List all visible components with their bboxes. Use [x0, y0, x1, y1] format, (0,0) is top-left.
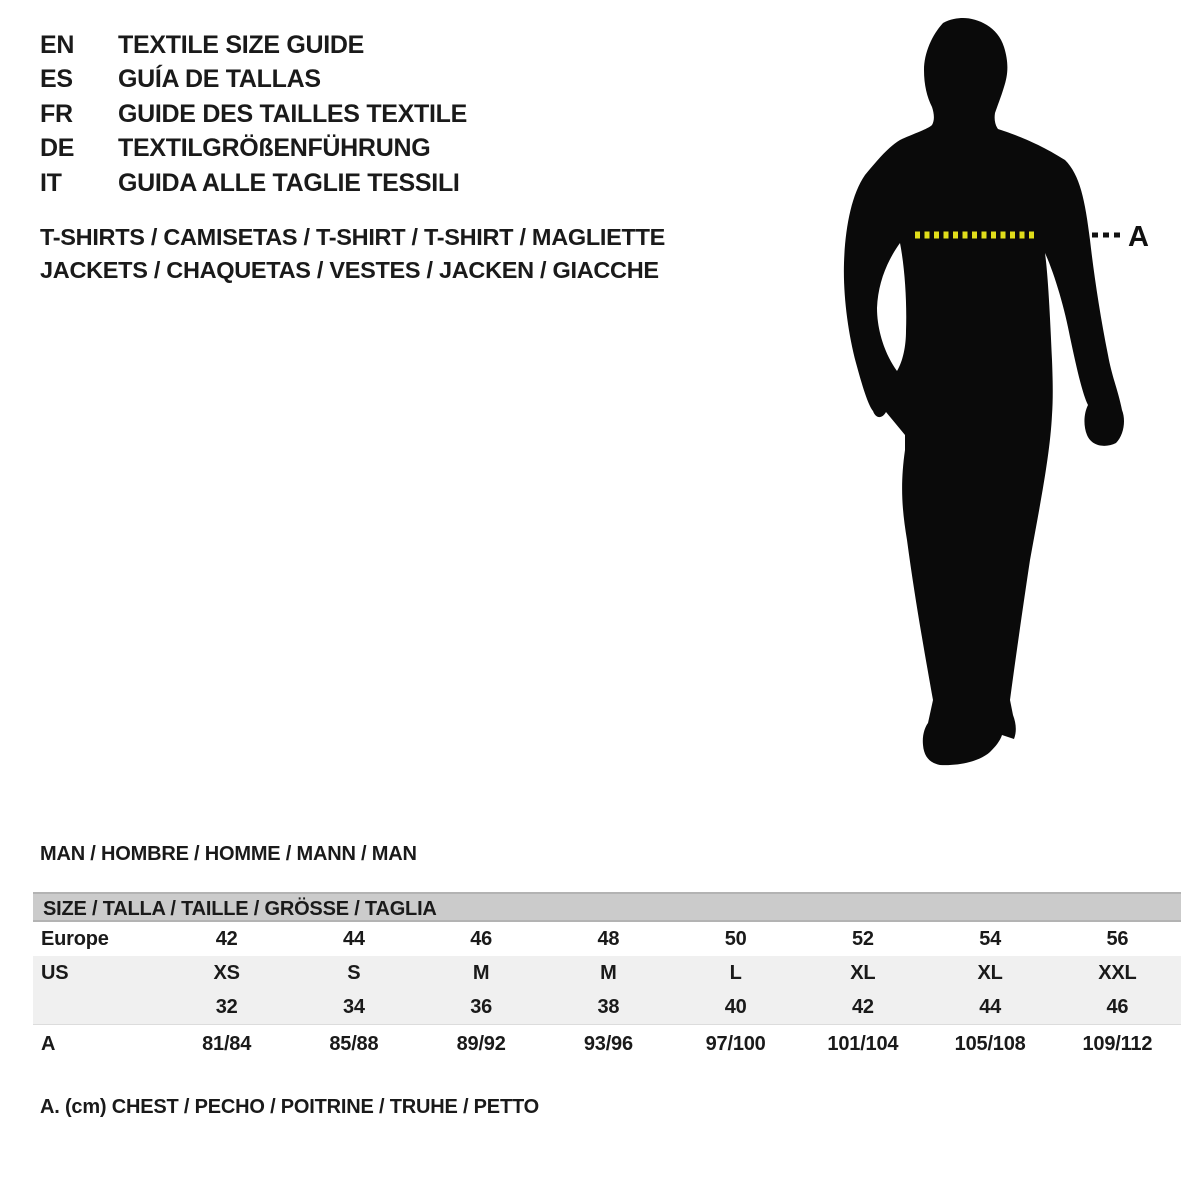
size-cell: 52	[851, 927, 874, 950]
size-cell: 89/92	[456, 1032, 506, 1055]
size-cell: XXL	[1098, 961, 1137, 984]
language-row	[40, 28, 467, 63]
language-title: GUIDE DES TAILLES TEXTILE	[118, 99, 468, 128]
size-cell: XL	[977, 961, 1003, 984]
size-cell: 42	[851, 995, 874, 1018]
language-code: DE	[40, 134, 75, 163]
table-row-europe	[33, 922, 1181, 956]
size-cell: M	[600, 961, 617, 984]
size-cell: S	[347, 961, 361, 984]
man-body-shape	[844, 18, 1124, 765]
size-cell: 56	[1106, 927, 1129, 950]
language-code: IT	[40, 168, 62, 197]
size-cell: 81/84	[202, 1032, 252, 1055]
language-row	[40, 132, 467, 167]
language-row	[40, 166, 467, 201]
size-cell: XL	[850, 961, 876, 984]
table-row-us-numeric	[33, 990, 1181, 1025]
size-cell: 46	[470, 927, 493, 950]
language-code: FR	[40, 99, 73, 128]
size-cell: 50	[724, 927, 747, 950]
language-code: ES	[40, 65, 73, 94]
size-cell: 44	[342, 927, 365, 950]
language-title: GUÍA DE TALLAS	[118, 65, 321, 94]
size-cell: 101/104	[827, 1032, 899, 1055]
measurement-footnote: A. (cm) CHEST / PECHO / POITRINE / TRUHE / PETTO	[40, 1096, 539, 1118]
row-label: A	[41, 1032, 56, 1055]
product-categories	[40, 221, 665, 287]
size-cell: 38	[597, 995, 620, 1018]
size-cell: M	[472, 961, 490, 984]
size-cell: XS	[213, 961, 240, 984]
product-line-jackets: JACKETS / CHAQUETAS / VESTES / JACKEN / GIACCHE	[40, 257, 659, 283]
size-cell: 109/112	[1082, 1032, 1153, 1055]
size-cell: 32	[215, 995, 238, 1018]
size-cell: 36	[470, 995, 493, 1018]
size-cell: 48	[597, 927, 620, 950]
size-cell: 40	[724, 995, 747, 1018]
size-cell: L	[729, 961, 742, 984]
size-table	[33, 892, 1181, 1063]
size-cell: 42	[215, 927, 238, 950]
language-row	[40, 63, 467, 98]
size-cell: 105/108	[954, 1032, 1026, 1055]
size-cell: 97/100	[705, 1032, 766, 1055]
product-line-tshirts: T-SHIRTS / CAMISETAS / T-SHIRT / T-SHIRT / MAGLIETTE	[40, 224, 665, 250]
row-label: Europe	[41, 927, 109, 950]
size-cell: 46	[1106, 995, 1129, 1018]
section-title: MAN / HOMBRE / HOMME / MANN / MAN	[40, 843, 417, 865]
size-cell: 54	[979, 927, 1002, 950]
size-cell: 85/88	[329, 1032, 379, 1055]
measure-label-a: A	[1128, 221, 1149, 253]
table-row-us	[33, 956, 1181, 990]
language-title: GUIDA ALLE TAGLIE TESSILI	[118, 168, 460, 197]
language-title: TEXTILE SIZE GUIDE	[118, 30, 365, 59]
size-cell: 93/96	[583, 1032, 633, 1055]
table-row-chest-a	[33, 1025, 1181, 1063]
size-table-header: SIZE / TALLA / TAILLE / GRÖSSE / TAGLIA	[33, 892, 1181, 922]
row-label: US	[41, 961, 69, 984]
language-title: TEXTILGRÖßENFÜHRUNG	[118, 134, 431, 163]
size-cell: 44	[979, 995, 1002, 1018]
man-silhouette	[840, 15, 1160, 775]
size-cell: 34	[342, 995, 365, 1018]
size-guide-figure	[840, 15, 1160, 775]
language-title-list	[40, 28, 467, 201]
language-row	[40, 97, 467, 132]
language-code: EN	[40, 30, 75, 59]
